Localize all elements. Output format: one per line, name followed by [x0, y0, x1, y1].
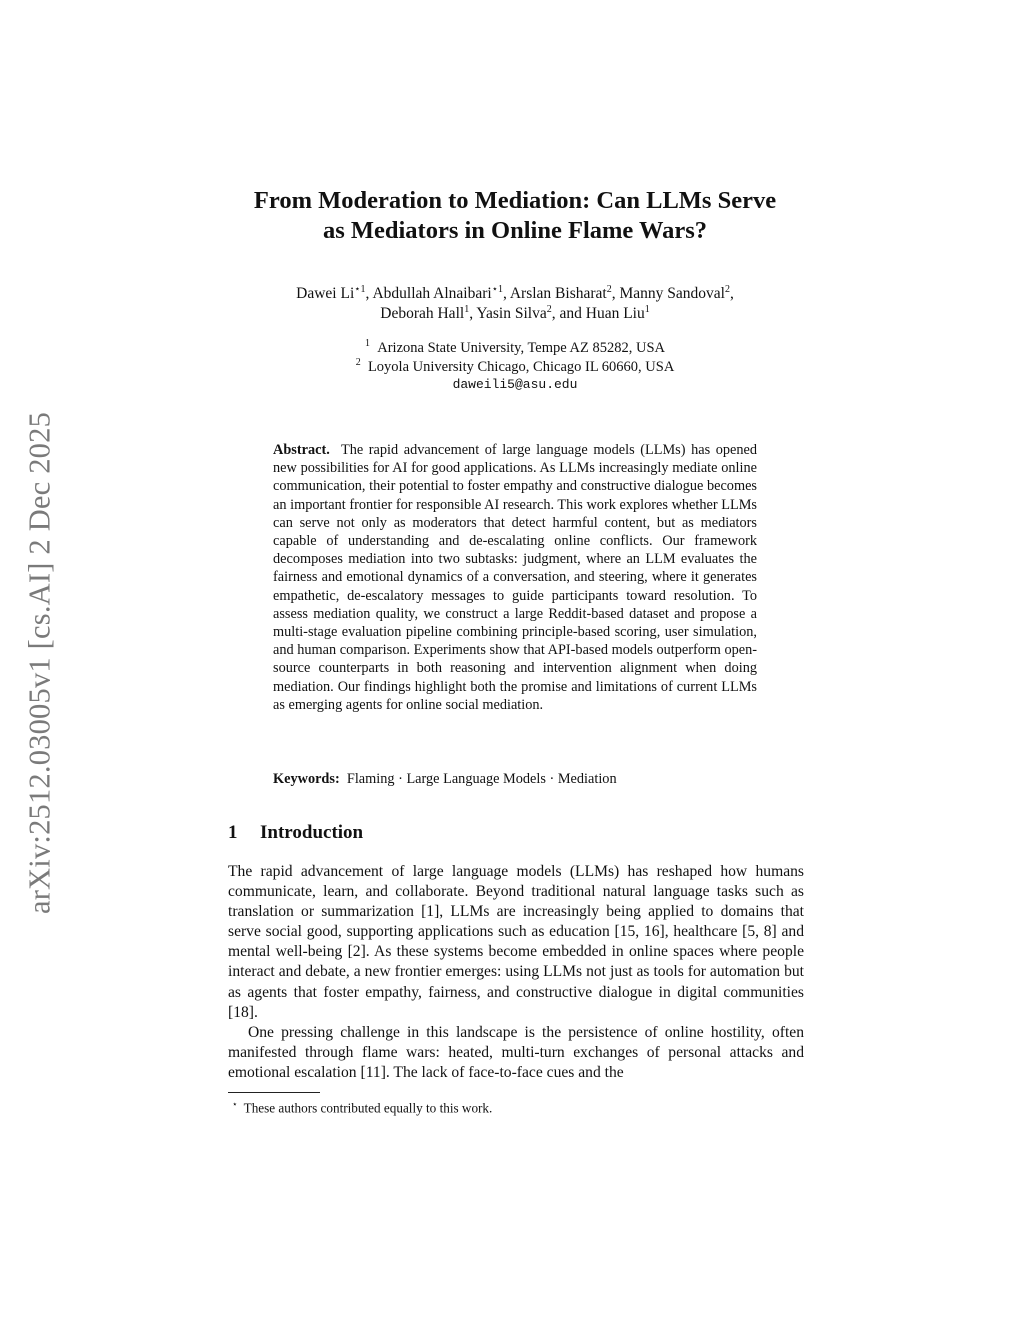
title-line-2: as Mediators in Online Flame Wars?: [322, 217, 708, 244]
affiliation-text: Arizona State University, Tempe AZ 85282, USA: [377, 340, 665, 356]
affiliations: [260, 339, 770, 395]
section-heading: [228, 821, 788, 845]
author-name: Arslan Bisharat: [509, 285, 607, 302]
author-name: Abdullah Alnaibari: [372, 285, 492, 302]
author-line-2: [230, 304, 800, 324]
author-separator: ,: [729, 285, 734, 302]
affiliation-1: [260, 339, 770, 358]
footnote-mark: ⋆: [232, 1099, 238, 1109]
arxiv-sidebar: [10, 383, 70, 943]
author-affil-mark: ⋆1: [491, 283, 503, 295]
author-separator: ,: [469, 305, 477, 322]
author-name: Manny Sandoval: [619, 285, 725, 302]
author-separator: , and: [551, 305, 586, 322]
abstract-label: Abstract.: [273, 442, 330, 458]
keywords: [273, 770, 757, 788]
abstract-text: The rapid advancement of large language models (LLMs) has opened new possibilities for AI for good applications. As LLMs increasingly mediate online communication, their potential to foster empathy and constructive dialogue becomes an important frontier for responsible AI research. This work explores whether LLMs can serve not only as moderators that detect harmful content, but as mediators capable of understanding and de-escalating online conflicts. Our framework decomposes mediation into two subtasks: judgment, where an LLM evaluates the fairness and emotional dynamics of a conversation, and steering, where it generates empathetic, de-escalatory messages to guide participants toward resolution. To assess mediation quality, we construct a large Reddit-based dataset and propose a multi-stage evaluation pipeline combining principle-based scoring, user simulation, and human comparison. Experiments show that API-based models outperform open-source counterparts in both reasoning and intervention alignment when doing mediation. Our findings highlight both the promise and limitations of current LLMs as emerging agents for online social mediation.: [273, 442, 758, 713]
affiliation-number: 1: [365, 338, 370, 350]
arxiv-identifier: arXiv:2512.03005v1 [cs.AI] 2 Dec 2025: [22, 411, 57, 915]
footnote: [232, 1096, 792, 1116]
footnote-divider: [228, 1092, 320, 1093]
author-line-1: [230, 284, 800, 304]
author-name: Huan Liu: [585, 305, 645, 322]
paragraph: One pressing challenge in this landscape is the persistence of online hostility, often manifested through flame wars: heated, multi-turn exchanges of personal attacks and emotional escalation [11]. The lack of face-to-face cues and the: [228, 1023, 804, 1081]
keywords-label: Keywords:: [273, 771, 340, 787]
author-list: [230, 284, 800, 324]
affiliation-text: Loyola University Chicago, Chicago IL 60660, USA: [367, 358, 675, 375]
affiliation-2: [260, 358, 770, 377]
author-separator: ,: [502, 285, 510, 302]
affiliation-number: 2: [355, 356, 361, 368]
author-affil-mark: 1: [644, 303, 650, 315]
author-separator: ,: [611, 285, 620, 302]
paper-title: [200, 186, 830, 246]
footnote-text: These authors contributed equally to this work.: [243, 1100, 493, 1116]
author-name: Yasin Silva: [476, 305, 547, 322]
author-separator: ,: [365, 285, 373, 302]
title-line-1: From Moderation to Mediation: Can LLMs Serve: [253, 187, 777, 214]
paragraph: The rapid advancement of large language models (LLMs) has reshaped how humans communicate, learn, and collaborate. Beyond traditional natural language tasks such as translation or summarization [1], LLMs are increasingly being applied to domains that serve social good, supporting applications such as education [15, 16], healthcare [5, 8] and mental well-being [2]. As these systems become embedded in online spaces where people interact and debate, a new frontier emerges: using LLMs not just as tools for automation but as agents that foster empathy, fairness, and constructive dialogue in digital communities [18].: [228, 863, 804, 1021]
author-affil-mark: 2: [546, 303, 552, 315]
introduction-body: [228, 862, 804, 1083]
contact-email[interactable]: daweili5@asu.edu: [452, 377, 578, 392]
author-affil-mark: ⋆1: [354, 283, 366, 295]
author-name: Dawei Li: [296, 285, 355, 302]
author-affil-mark: 2: [606, 283, 612, 295]
section-number: 1: [228, 822, 238, 843]
author-affil-mark: 2: [724, 283, 730, 295]
keywords-text: Flaming · Large Language Models · Mediation: [346, 771, 617, 787]
author-affil-mark: 1: [464, 303, 470, 315]
section-title: Introduction: [260, 822, 364, 843]
author-name: Deborah Hall: [380, 305, 465, 322]
abstract: [273, 441, 757, 714]
